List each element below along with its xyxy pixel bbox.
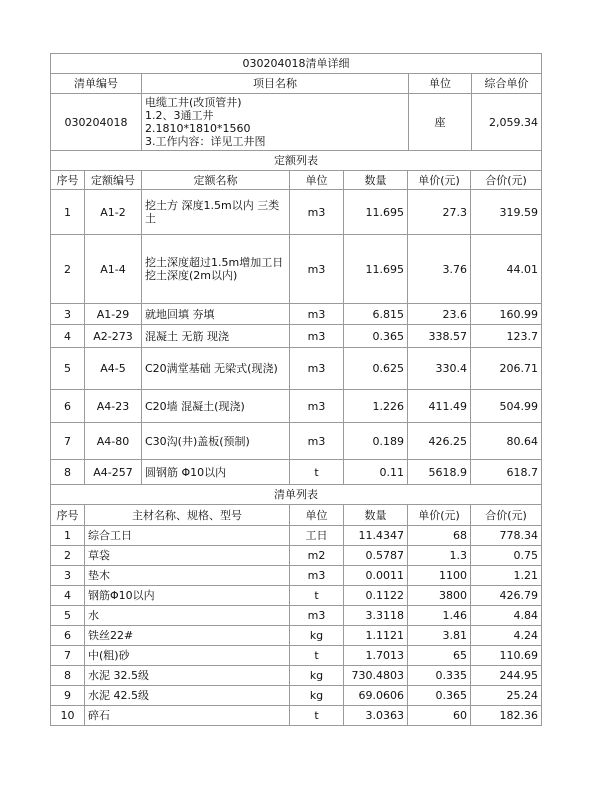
- bill-unit: 座: [409, 94, 472, 151]
- materials-header-price: 单价(元): [408, 505, 471, 526]
- table-row: 3 A1-29 就地回填 夯填 m3 6.815 23.6 160.99: [51, 304, 542, 325]
- table-row: 10 碎石 t 3.0363 60 182.36: [51, 706, 542, 726]
- table-row: 6 A4-23 C20墙 混凝土(现浇) m3 1.226 411.49 504.99: [51, 390, 542, 423]
- quota-header-unit: 单位: [290, 171, 344, 190]
- quota-table: [50, 150, 542, 485]
- quota-header-name: 定额名称: [142, 171, 290, 190]
- bill-code: 030204018: [51, 94, 142, 151]
- header-name-label: 项目名称: [142, 74, 409, 94]
- quota-header-total: 合价(元): [471, 171, 542, 190]
- table-row: 2 草袋 m2 0.5787 1.3 0.75: [51, 546, 542, 566]
- table-row: 8 水泥 32.5级 kg 730.4803 0.335 244.95: [51, 666, 542, 686]
- table-row: 7 中(粗)砂 t 1.7013 65 110.69: [51, 646, 542, 666]
- table-row: 2 A1-4 挖土深度超过1.5m增加工日 挖土深度(2m以内) m3 11.695 3.76 44.01: [51, 235, 542, 304]
- table-row: 3 垫木 m3 0.0011 1100 1.21: [51, 566, 542, 586]
- quota-header-code: 定额编号: [85, 171, 142, 190]
- quota-section-title: 定额列表: [51, 151, 542, 171]
- bill-item-name: 电缆工井(改顶管井) 1.2、3通工井 2.1810*1810*1560 3.工作内容：详见工井图: [142, 94, 409, 151]
- table-row: 1 A1-2 挖土方 深度1.5m以内 三类土 m3 11.695 27.3 319.59: [51, 190, 542, 235]
- bill-price: 2,059.34: [472, 94, 542, 151]
- materials-section-title: 清单列表: [51, 485, 542, 505]
- bill-header-table: [50, 53, 542, 151]
- table-row: 5 A4-5 C20满堂基础 无梁式(现浇) m3 0.625 330.4 206.71: [51, 348, 542, 390]
- table-row: 6 铁丝22# kg 1.1121 3.81 4.24: [51, 626, 542, 646]
- table-row: 5 水 m3 3.3118 1.46 4.84: [51, 606, 542, 626]
- quota-header-qty: 数量: [344, 171, 408, 190]
- page-title: 030204018清单详细: [51, 54, 542, 74]
- table-row: 8 A4-257 圆钢筋 Φ10以内 t 0.11 5618.9 618.7: [51, 460, 542, 485]
- materials-header-total: 合价(元): [471, 505, 542, 526]
- table-row: 1 综合工日 工日 11.4347 68 778.34: [51, 526, 542, 546]
- header-code-label: 清单编号: [51, 74, 142, 94]
- table-row: 9 水泥 42.5级 kg 69.0606 0.365 25.24: [51, 686, 542, 706]
- table-row: 4 钢筋Φ10以内 t 0.1122 3800 426.79: [51, 586, 542, 606]
- table-row: 7 A4-80 C30沟(井)盖板(预制) m3 0.189 426.25 80.64: [51, 423, 542, 460]
- header-price-label: 综合单价: [472, 74, 542, 94]
- materials-header-name: 主材名称、规格、型号: [85, 505, 290, 526]
- materials-header-no: 序号: [51, 505, 85, 526]
- materials-table: [50, 484, 542, 726]
- quota-header-no: 序号: [51, 171, 85, 190]
- materials-header-qty: 数量: [344, 505, 408, 526]
- header-unit-label: 单位: [409, 74, 472, 94]
- quota-header-price: 单价(元): [408, 171, 471, 190]
- table-row: 4 A2-273 混凝土 无筋 现浇 m3 0.365 338.57 123.7: [51, 325, 542, 348]
- materials-header-unit: 单位: [290, 505, 344, 526]
